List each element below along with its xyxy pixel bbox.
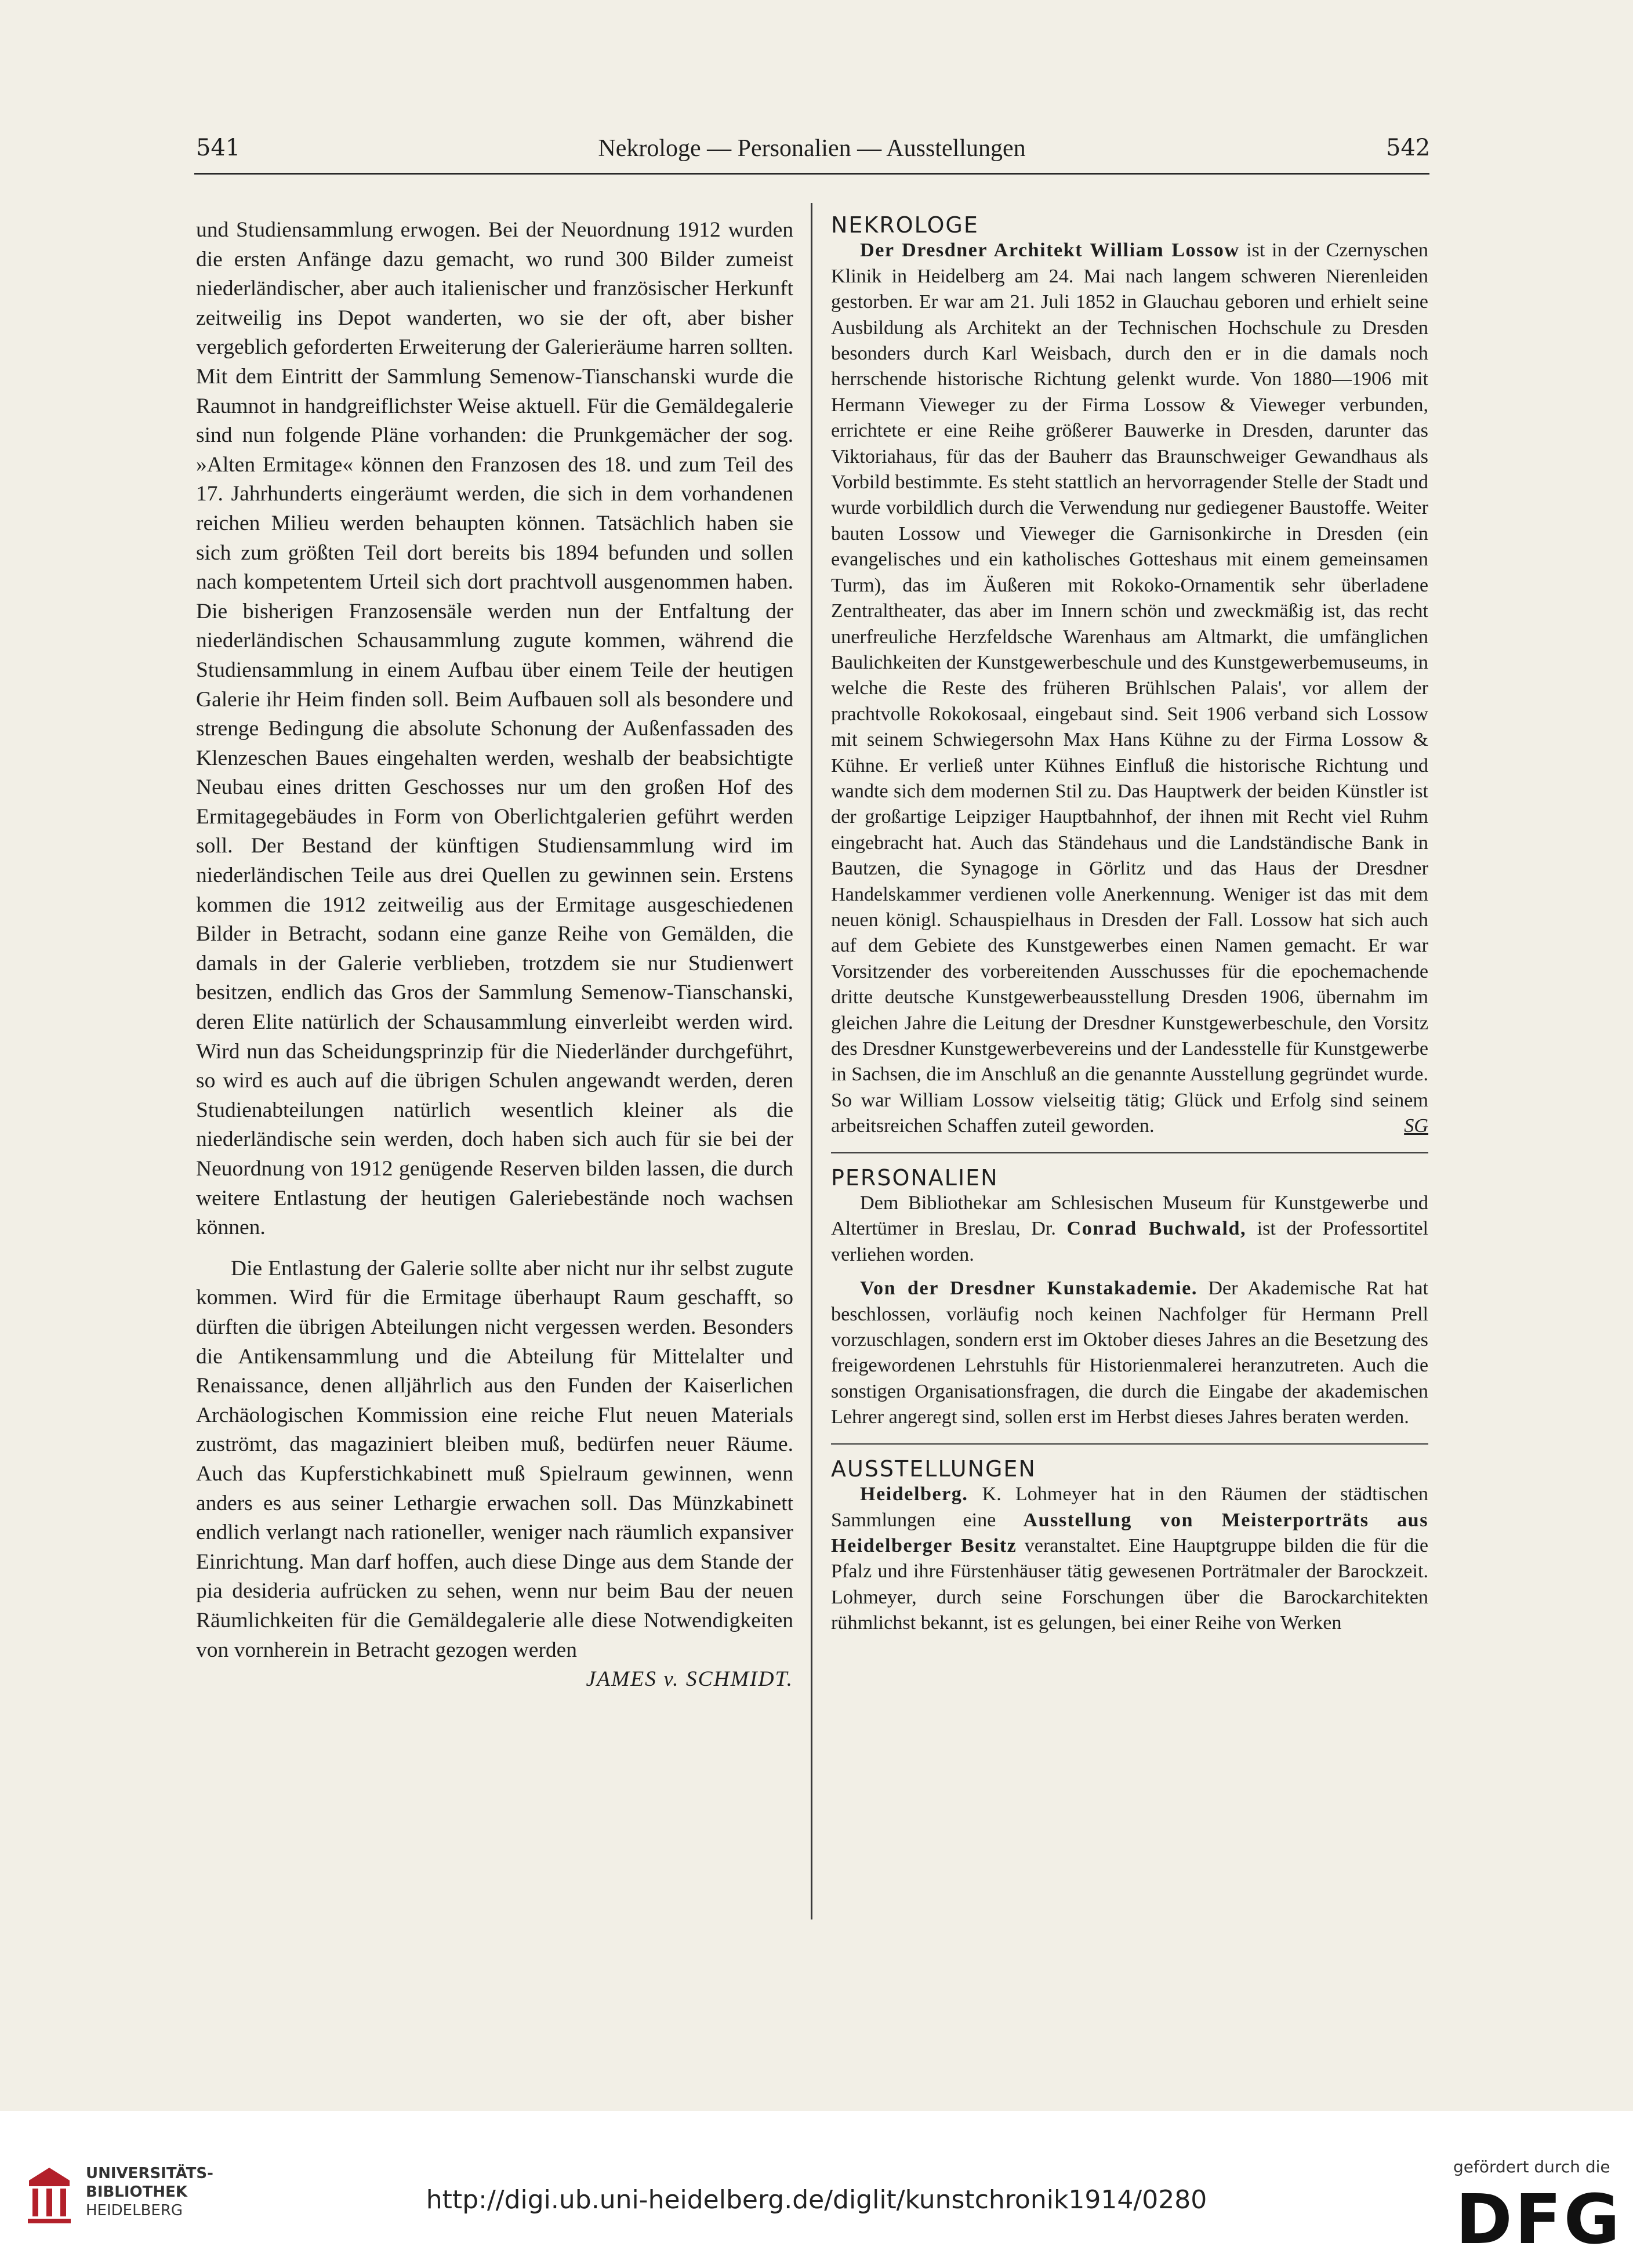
ausstellungen-paragraph: Heidelberg. K. Lohmeyer hat in den Räumen der städtischen Sammlungen eine Ausstellung von Meisterporträts aus Heidelberger Besitz veranstaltet. Eine Hauptgruppe bilden die für die Pfalz und ihre Fürstenhäuser tätig gewesenen Porträtmaler der Barockzeit. Lohmeyer, durch seine Forschungen über die Barockarchitekten rühmlichst bekannt, ist es gelungen, bei einer Reihe von Werken [831,1483,1428,1634]
library-name: UNIVERSITÄTS- BIBLIOTHEK HEIDELBERG [86,2165,213,2219]
left-column [196,216,793,1694]
dfg-logo: DFG [1456,2179,1623,2259]
section-rule [831,1443,1428,1445]
section-heading-ausstellungen: AUSSTELLUNGEN [831,1456,1036,1482]
column-divider [811,203,812,1919]
funding-note: gefördert durch die [1453,2157,1610,2176]
source-url[interactable]: http://digi.ub.uni-heidelberg.de/diglit/kunstchronik1914/0280 [426,2185,1207,2215]
section-rule [831,1152,1428,1153]
page-number-right: 542 [1386,135,1431,161]
section-heading-nekrologe: NEKROLOGE [831,212,979,238]
article-paragraph: Die Entlastung der Galerie sollte aber nicht nur ihr selbst zugute kommen. Wird für die Ermitage überhaupt Raum geschafft, so dürften die übrigen Abteilungen nicht vergessen werden. Besonders die Antikensammlung und die Abteilung für Mittelalter und Renaissance, denen alljährlich aus den Funden der Kaiserlichen Archäologischen Kommission eine reiche Flut neuen Materials zuströmt, das magaziniert bleiben muß, bedürfen neuer Räume. Auch das Kupferstichkabinett muß Spielraum gewinnen, wenn anders es aus seiner Lethargie erwachen soll. Das Münzkabinett endlich verlangt nach rationeller, weniger nach räumlich expansiver Einrichtung. Man darf hoffen, auch diese Dinge aus dem Stande der pia desideria aufrücken zu sehen, wenn nur beim Bau der neuen Räumlichkeiten für die Gemäldegalerie alle diese Notwendigkeiten von vornherein in Betracht gezogen werden JAMES v. SCHMIDT. [196,1254,793,1665]
footer-bar [0,2111,1633,2268]
author-monogram: SG [1404,1115,1428,1137]
obituary-paragraph: Der Dresdner Architekt William Lossow ist in der Czernyschen Klinik in Heidelberg am 24. Mai nach langem schweren Nierenleiden gestorben. Er war am 21. Juli 1852 in Glauchau geboren und erhielt seine Ausbildung als Architekt an der Technischen Hochschule zu Dresden besonders durch Karl Weisbach, durch den er in die damals noch herrschende historische Richtung gelenkt wurde. Von 1880—1906 mit Hermann Vieweger zu der Firma Lossow & Vieweger verbunden, errichtete er eine Reihe größerer Bauwerke in Dresden, darunter das Viktoriahaus, für das der Bauherr das Braunschweiger Gewandhaus als Vorbild bestimmte. Es steht stattlich an hervorragender Stelle der Stadt und wurde vorbildlich durch die Verwendung nur gediegener Baustoffe. Weiter bauten Lossow und Vieweger die Garnisonkirche in Dresden (ein evangelisches und ein katholisches Gotteshaus mit einem gemeinsamen Turm), das im Äußeren mit Rokoko-Ornamentik sehr überladene Zentraltheater, das aber im Innern schön und zweckmäßig ist, das recht unerfreuliche Herzfeldsche Warenhaus am Altmarkt, die umfänglichen Baulichkeiten der Kunstgewerbeschule und des Kunstgewerbemuseums, in welche die Reste des früheren Brühlschen Palais', vor allem der prachtvolle Rokokosaal, eingebaut sind. Seit 1906 verband sich Lossow mit seinem Schwiegersohn Max Hans Kühne zu der Firma Lossow & Kühne. Er verließ unter Kühnes Einfluß die historische Richtung und wandte sich dem modernen Stil zu. Das Hauptwerk der beiden Künstler ist der großartige Leipziger Hauptbahnhof, der ihnen mit Recht viel Ruhm eingebracht hat. Auch das Ständehaus und die Landständische Bank in Bautzen, die Synagoge in Görlitz und das Haus der Dresdner Handelskammer verdienen volle Anerkennung. Weniger ist das mit dem neuen königl. Schauspielhaus in Dresden der Fall. Lossow hat sich auch auf dem Gebiete des Kunstgewerbes einen Namen gemacht. Er war Vorsitzender des vorbereitenden Ausschusses für die epochemachende dritte deutsche Kunstgewerbeausstellung Dresden 1906, übernahm im gleichen Jahre die Leitung der Dresdner Kunstgewerbeschule, den Vorsitz des Dresdner Kunstgewerbevereins und der Landesstelle für Kunstgewerbe in Sachsen, die im Anschluß an die genannte Ausstellung gegründet wurde. So war William Lossow vielseitig tätig; Glück und Erfolg sind seinem arbeitsreichen Schaffen zuteil geworden. SG [831,238,1428,1139]
personalien-paragraph: Dem Bibliothekar am Schlesischen Museum für Kunstgewerbe und Altertümer in Breslau, Dr. Conrad Buchwald, ist der Professortitel verliehen worden. [831,1192,1428,1265]
article-paragraph: und Studiensammlung erwogen. Bei der Neuordnung 1912 wurden die ersten Anfänge dazu gemacht, wo rund 300 Bilder zumeist niederländischer, aber auch italienischer und französischer Herkunft zeitweilig ins Depot wanderten, wo sie der oft, aber bisher vergeblich geforderten Erweiterung der Galerieräume harren sollten. Mit dem Eintritt der Sammlung Semenow-Tianschanski wurde die Raumnot in handgreiflichster Weise aktuell. Für die Gemäldegalerie sind nun folgende Pläne vorhanden: die Prunkgemächer der sog. »Alten Ermitage« können den Franzosen des 18. und zum Teil des 17. Jahrhunderts eingeräumt werden, die sich in dem vorhandenen reichen Milieu werden behaupten können. Tatsächlich haben sie sich zum größten Teil dort bereits bis 1894 befunden und sollen nach kompetentem Urteil sich dort prachtvoll ausgenommen haben. Die bisherigen Franzosensäle werden nun der Entfaltung der niederländischen Schausammlung zugute kommen, während die Studiensammlung in einem Aufbau über einem Teile der heutigen Galerie ihr Heim finden soll. Beim Aufbauen soll als besondere und strenge Bedingung die absolute Schonung der Außenfassaden des Klenzeschen Baues eingehalten werden, weshalb der beabsichtigte Neubau eines dritten Geschosses nur um den großen Hof des Ermitagegebäudes in Form von Oberlichtgalerien geführt werden soll. Der Bestand der künftigen Studiensammlung wird im niederländischen Teile aus drei Quellen zu gewinnen sein. Erstens kommen die 1912 zeitweilig aus der Ermitage ausgeschiedenen Bilder in Betracht, sodann eine ganze Reihe von Gemälden, die damals in der Galerie verblieben, trotzdem sie nur Studienwert besitzen, endlich das Gros der Sammlung Semenow-Tianschanski, deren Elite natürlich der Schausammlung einverleibt werden wird. Wird nun das Scheidungsprinzip für die Niederländer durchgeführt, so wird es auch auf die übrigen Schulen angewandt werden, deren Studienabteilungen natürlich wesentlich kleiner als die niederländische sein werden, doch haben sich auch für sie bei der Neuordnung von 1912 genügende Reserven bilden lassen, die durch weitere Entlastung der heutigen Galeriebestände noch wachsen können. [196,218,793,1240]
author-signature: JAMES v. SCHMIDT. [586,1667,793,1692]
section-heading-personalien: PERSONALIEN [831,1164,999,1191]
running-header: Nekrologe — Personalien — Ausstellungen [598,135,1026,162]
right-column [831,212,1428,1636]
header-rule [194,173,1429,175]
personalien-paragraph: Von der Dresdner Kunstakademie. Der Akademische Rat hat beschlossen, vorläufig noch keinen Nachfolger für Hermann Prell vorzuschlagen, sondern erst im Oktober dieses Jahres an die Besetzung des freigewordenen Lehrstuhls für Historienmalerei heranzutreten. Auch die sonstigen Organisationsfragen, die durch die Eingabe der akademischen Lehrer angeregt sind, sollen erst im Herbst dieses Jahres beraten werden. [831,1278,1428,1428]
page-number-left: 541 [196,135,241,161]
obituary-lead: Der Dresdner Architekt William Lossow [860,239,1240,262]
